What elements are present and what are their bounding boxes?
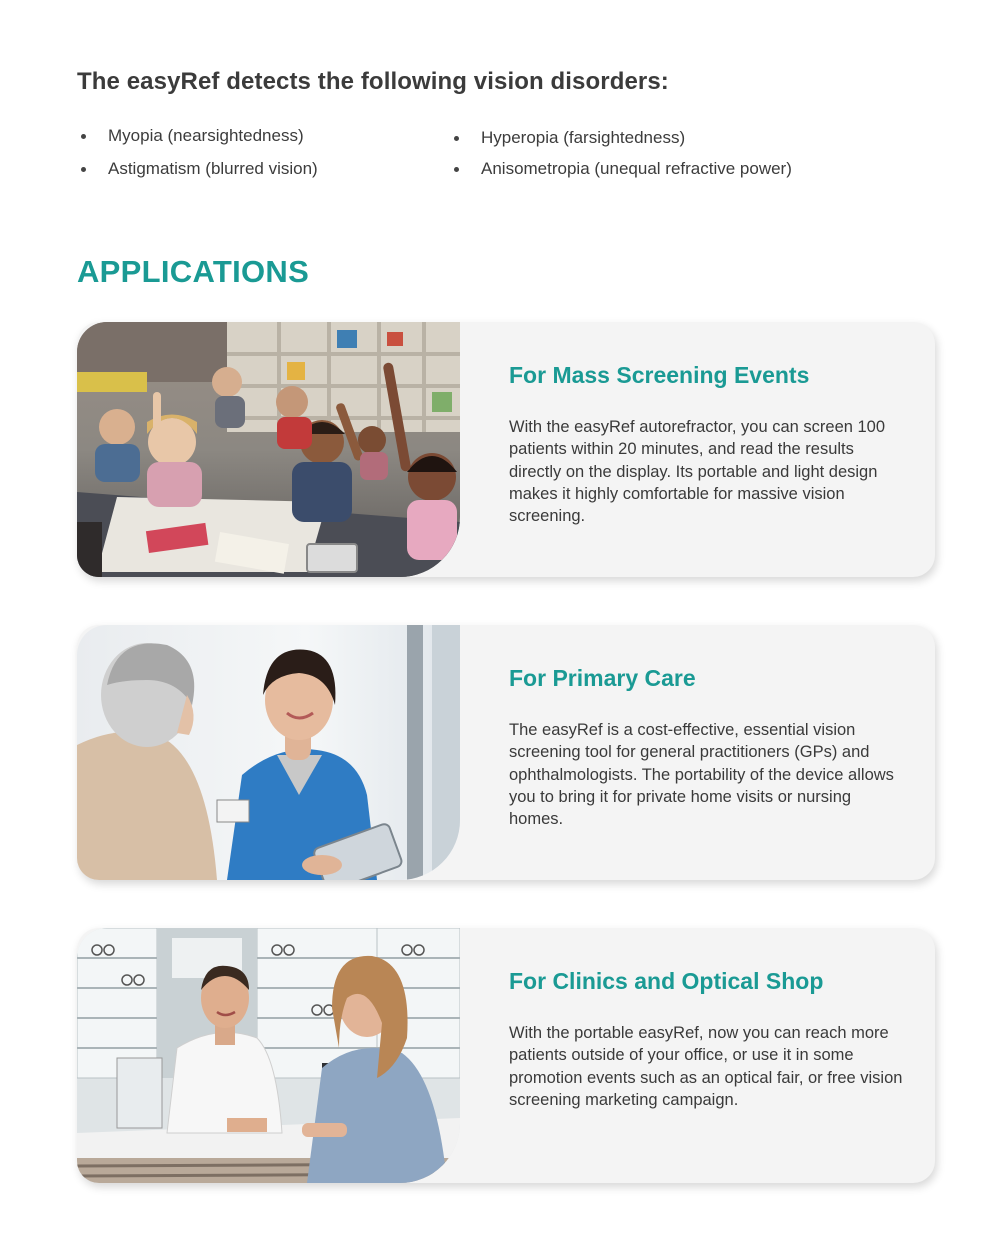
card-title: For Mass Screening Events xyxy=(509,362,810,388)
application-card-primary-care xyxy=(77,625,935,880)
nurse-patient-photo xyxy=(77,625,460,880)
optician-photo xyxy=(77,928,460,1183)
disorders-heading: The easyRef detects the following vision disorders: xyxy=(77,68,669,95)
disorder-list xyxy=(0,124,1000,194)
classroom-photo xyxy=(77,322,460,577)
card-description: With the portable easyRef, now you can reach more patients outside of your office, or use it in some promotion events such as an optical fair, or free vision screening marketing campaign. xyxy=(509,1024,903,1109)
card-description: The easyRef is a cost-effective, essential vision screening tool for general practitioners (GPs) and ophthalmologists. The portability of the device allows you to bring it for private home visits or nursing homes. xyxy=(509,721,894,829)
disorder-item: Anisometropia (unequal refractive power) xyxy=(450,158,792,180)
card-description: With the easyRef autorefractor, you can screen 100 patients within 20 minutes, and read the results directly on the display. Its portable and light design makes it highly comfortable for massive vision screening. xyxy=(509,418,886,526)
application-card-clinics xyxy=(77,928,935,1183)
application-card-mass-screening xyxy=(77,322,935,577)
card-title: For Primary Care xyxy=(509,665,696,691)
disorder-item: Astigmatism (blurred vision) xyxy=(77,158,318,180)
disorder-item: Hyperopia (farsightedness) xyxy=(450,127,685,149)
applications-heading: APPLICATIONS xyxy=(77,254,310,289)
disorder-item: Myopia (nearsightedness) xyxy=(77,125,304,147)
card-title: For Clinics and Optical Shop xyxy=(509,968,824,994)
